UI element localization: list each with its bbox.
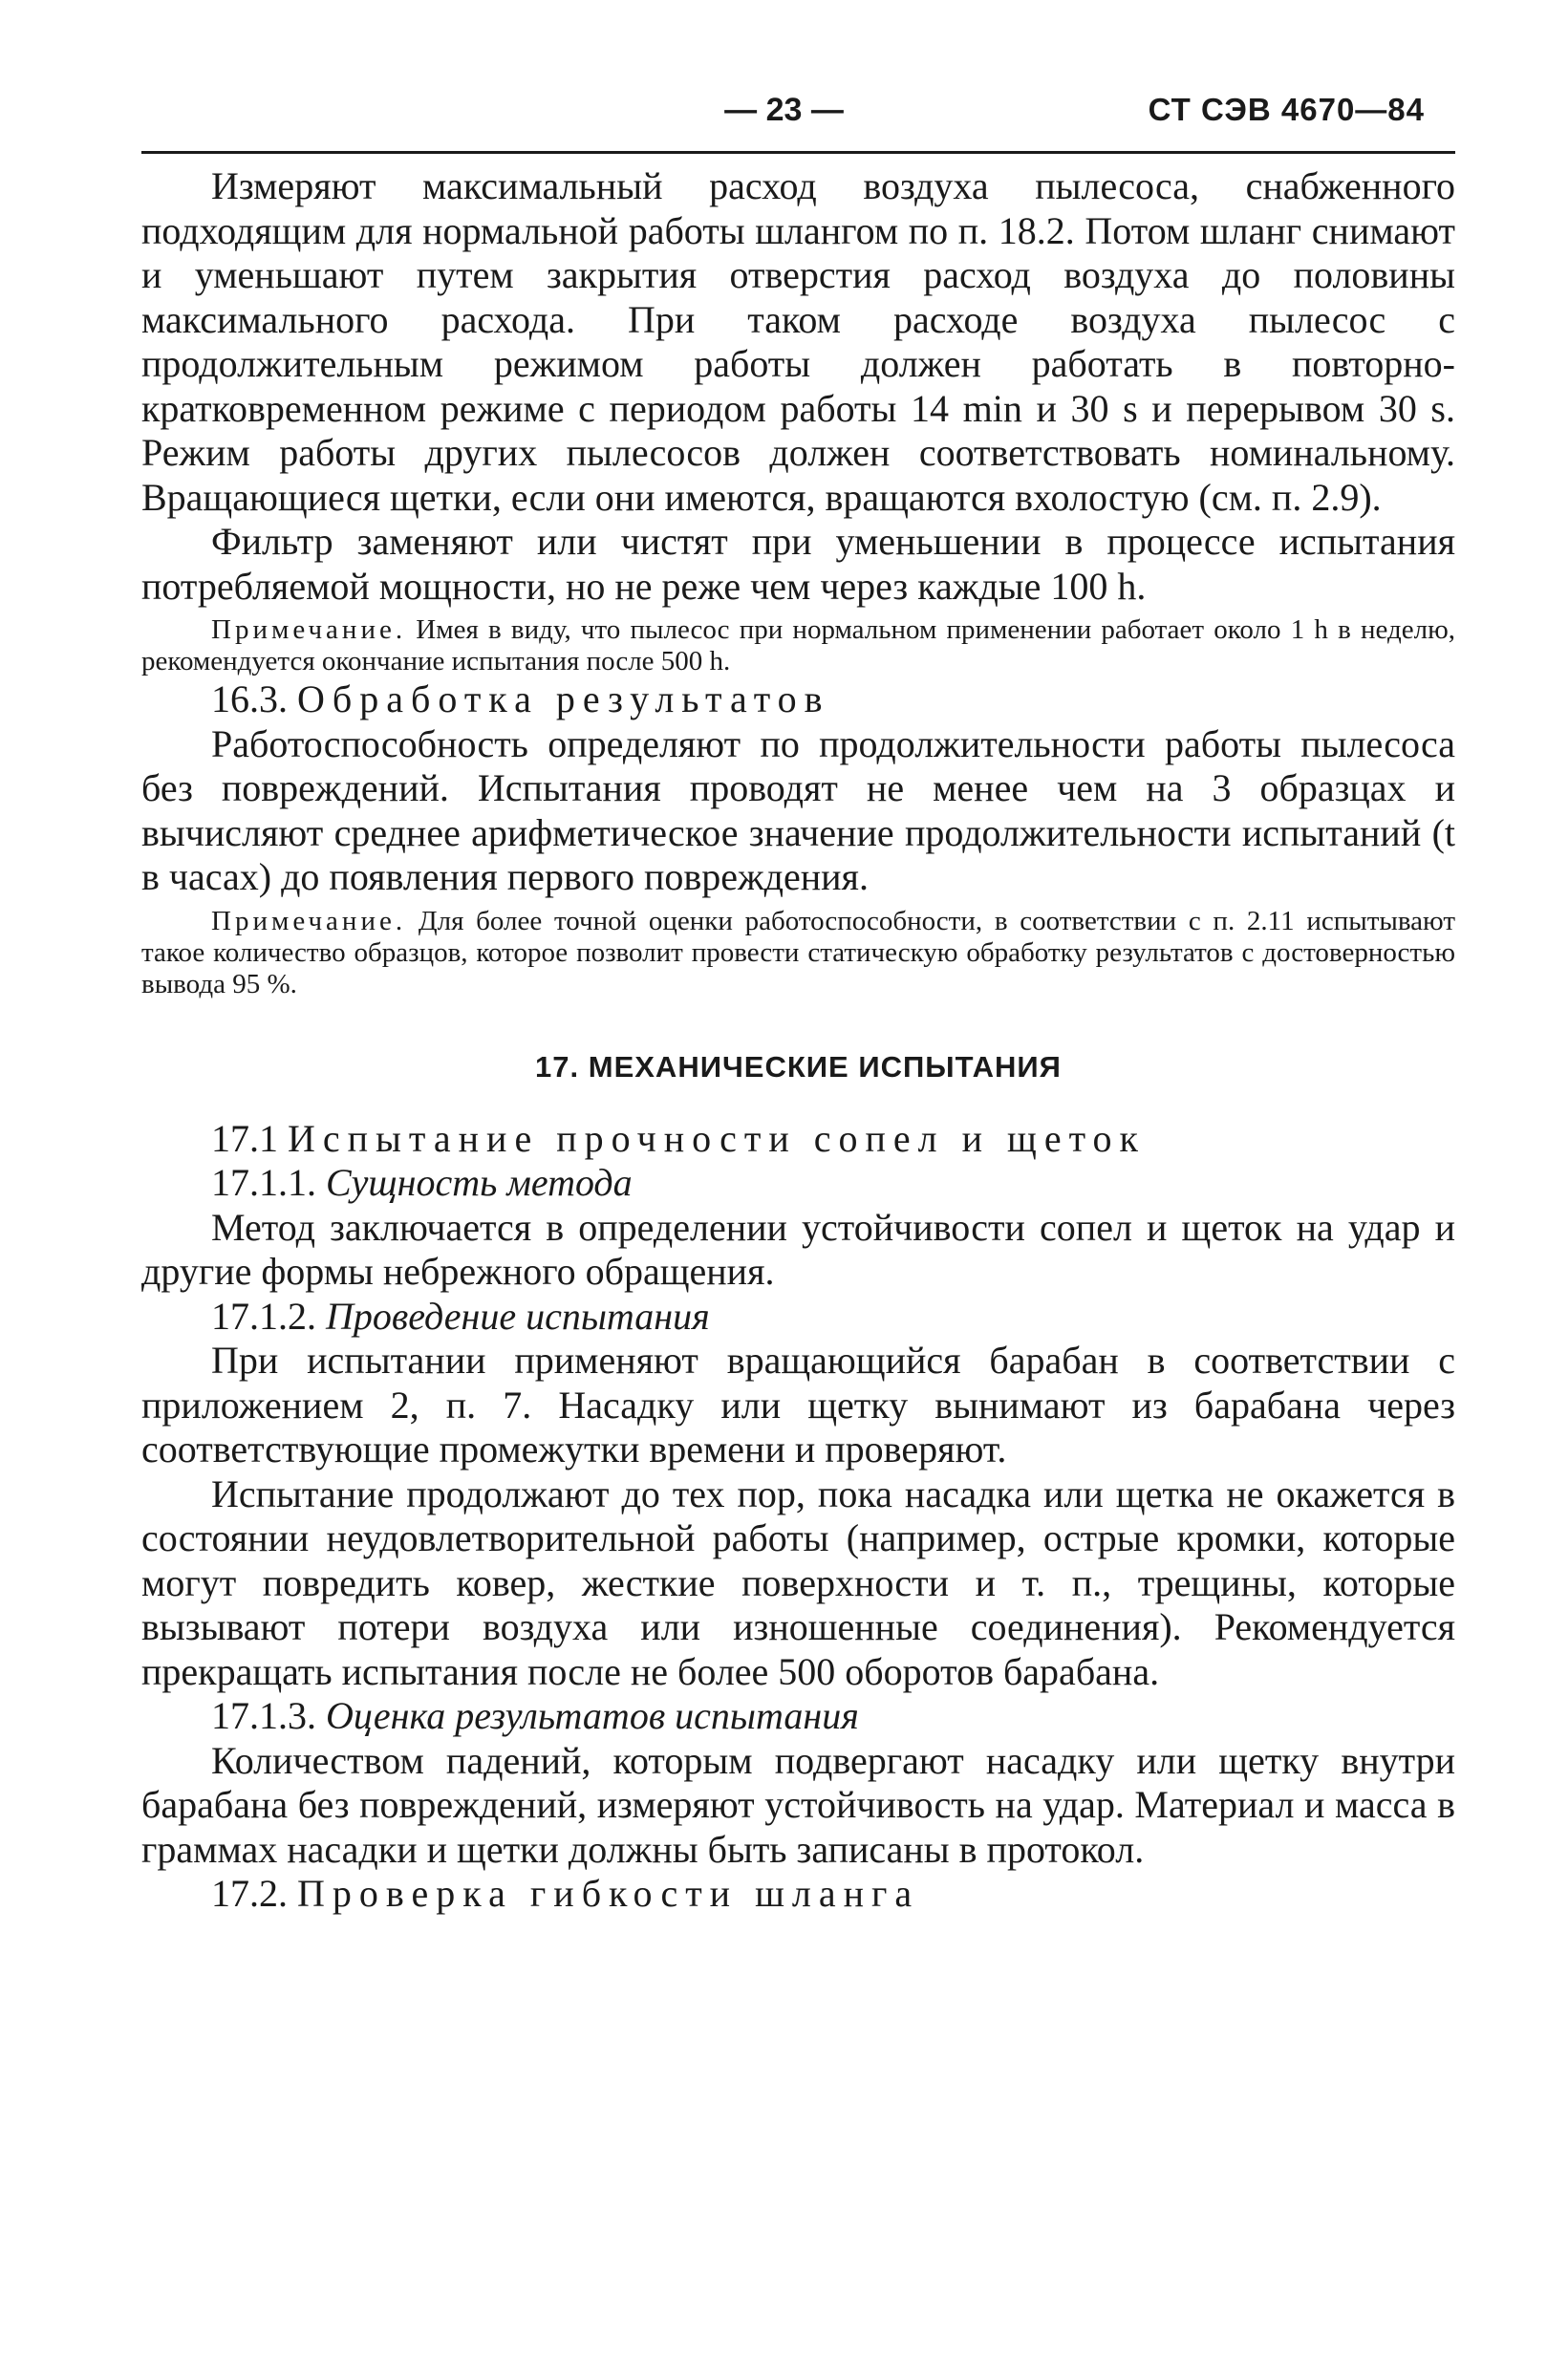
subsection-number: 17.2. <box>211 1872 288 1915</box>
paragraph: Метод заключается в определении устойчивости сопел и щеток на удар и другие формы небрежного обращения. <box>141 1205 1455 1293</box>
paragraph: Работоспособность определяют по продолжительности работы пылесоса без повреждений. Испытания проводят не менее чем на 3 образцах и вычисляют среднее арифметическое значение продолжительности испытаний (t в часах) до появления первого повреждения. <box>141 721 1455 898</box>
subsection-heading <box>141 1295 1455 1340</box>
header-rule <box>141 151 1455 154</box>
paragraph: Фильтр заменяют или чистят при уменьшении в процессе испытания потребляемой мощности, но не реже чем через каждые 100 h. <box>141 520 1455 608</box>
note-label: Примечание. <box>211 905 407 936</box>
note-label: Примечание. <box>211 614 407 645</box>
subsection-number: 16.3. <box>211 677 288 720</box>
subsection-heading <box>141 1161 1455 1206</box>
subsection-number: 17.1 <box>211 1116 278 1160</box>
note <box>141 614 1455 677</box>
note-text: Имея в виду, что пылесос при нормальном применении работает около 1 h в неделю, рекомендуется окончание испытания после 500 h. <box>141 614 1455 676</box>
paragraph: Измеряют максимальный расход воздуха пылесоса, снабженного подходящим для нормальной работы шлангом по п. 18.2. Потом шланг снимают и уменьшают путем закрытия отверстия расход воздуха до половины максимального расхода. При таком расходе воздуха пылесос с продолжительным режимом работы должен работать в повторно-кратковременном режиме с периодом работы 14 min и 30 s и перерывом 30 s. Режим работы других пылесосов должен соответствовать номинальному. Вращающиеся щетки, если они имеются, вращаются вхолостую (см. п. 2.9). <box>141 164 1455 519</box>
subsection-title: Проверка гибкости шланга <box>297 1872 920 1915</box>
note-text: Для более точной оценки работоспособности, в соответствии с п. 2.11 испытывают такое количество образцов, которое позволит провести статическую обработку результатов с достоверностью вывода 95 %. <box>141 905 1456 999</box>
page-number: — 23 — <box>724 92 844 128</box>
subsection-title: Оценка результатов испытания <box>326 1694 859 1737</box>
subsection-heading <box>141 1694 1455 1739</box>
subsection-title: Обработка результатов <box>297 677 830 720</box>
paragraph: Количеством падений, которым подвергают насадку или щетку внутри барабана без повреждений, измеряют устойчивость на удар. Материал и масса в граммах насадки и щетки должны быть записаны в протокол. <box>141 1738 1455 1871</box>
section-title: 17. МЕХАНИЧЕСКИЕ ИСПЫТАНИЯ <box>535 1049 1062 1084</box>
subsection-title: Испытание прочности сопел и щеток <box>288 1116 1146 1160</box>
subsection-number: 17.1.2. <box>211 1294 316 1338</box>
subsection-title: Сущность метода <box>326 1161 633 1204</box>
subsection-heading <box>141 677 1455 722</box>
paragraph: При испытании применяют вращающийся барабан в соответствии с приложением 2, п. 7. Насадку или щетку вынимают из барабана через соответствующие промежутки времени и проверяют. <box>141 1339 1455 1471</box>
note <box>141 906 1455 1000</box>
subsection-number: 17.1.1. <box>211 1161 316 1204</box>
subsection-number: 17.1.3. <box>211 1694 316 1737</box>
paragraph: Испытание продолжают до тех пор, пока насадка или щетка не окажется в состоянии неудовлетворительной работы (например, острые кромки, которые могут повредить ковер, жесткие поверхности и т. п., трещины, которые вызывают потери воздуха или изношенные соединения). Рекомендуется прекращать испытания после не более 500 оборотов барабана. <box>141 1471 1455 1693</box>
standard-code: СТ СЭВ 4670—84 <box>1148 92 1425 127</box>
page-header <box>143 92 1425 140</box>
subsection-heading <box>141 1117 1455 1162</box>
document-body <box>141 164 1455 1917</box>
subsection-title: Проведение испытания <box>326 1294 710 1338</box>
subsection-heading <box>141 1872 1455 1917</box>
